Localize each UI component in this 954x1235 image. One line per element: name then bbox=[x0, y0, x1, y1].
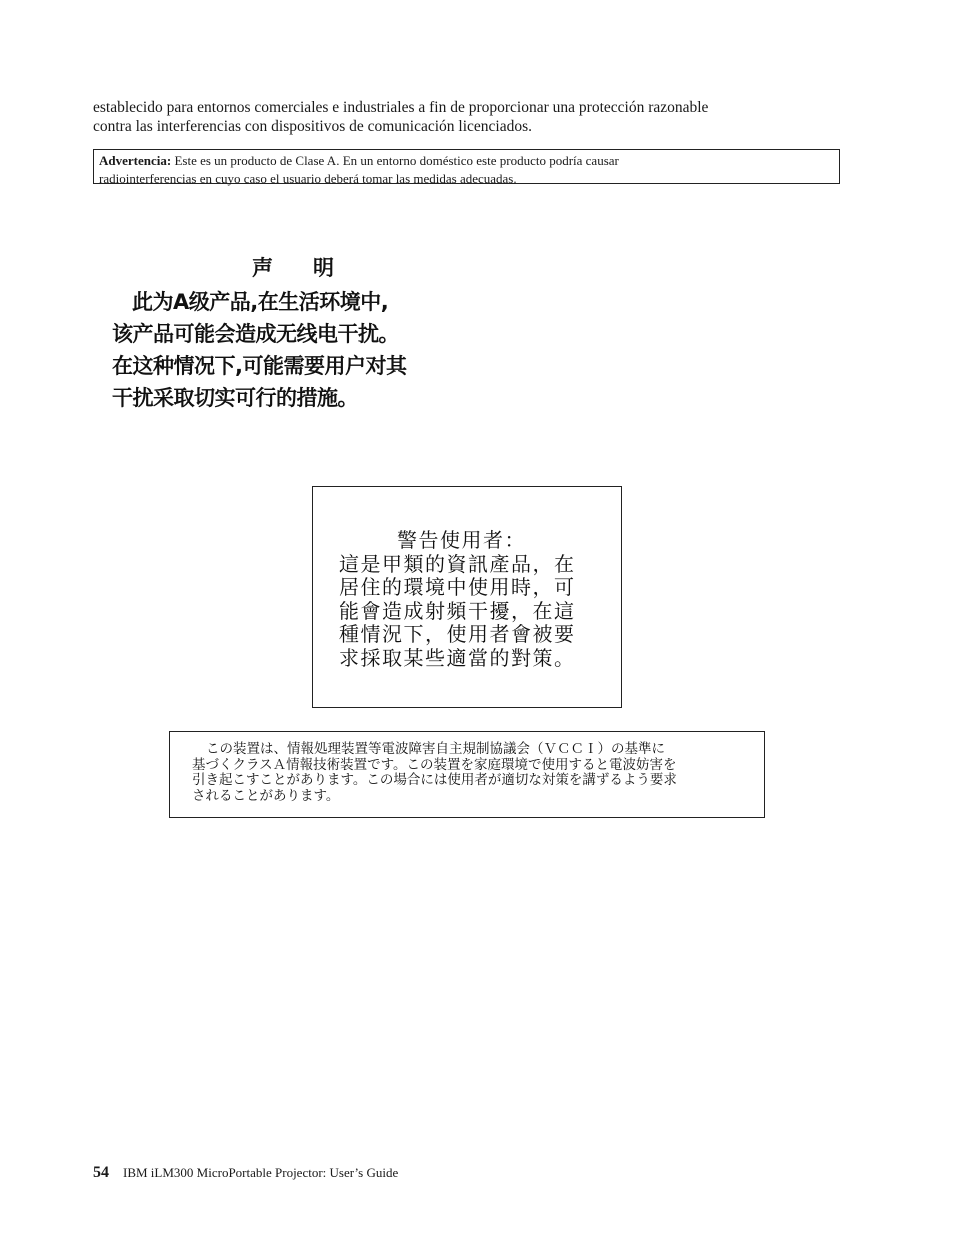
page-number: 54 bbox=[93, 1164, 109, 1181]
china-class-a-statement bbox=[112, 250, 492, 414]
taiwan-statement-line-3: 能會造成射頻干擾，在這 bbox=[339, 598, 576, 623]
taiwan-statement-line-1: 這是甲類的資訊產品，在 bbox=[339, 551, 576, 576]
footer-document-title: IBM iLM300 MicroPortable Projector: User’s Guide bbox=[123, 1165, 399, 1180]
china-statement-line-4: 干扰采取切实可行的措施。 bbox=[112, 386, 358, 410]
taiwan-statement-title: 警告使用者： bbox=[397, 528, 526, 552]
taiwan-statement-line-2: 居住的環境中使用時，可 bbox=[339, 575, 576, 599]
taiwan-statement-line-5: 求採取某些適當的對策。 bbox=[339, 645, 576, 670]
japan-statement-text bbox=[192, 742, 757, 804]
china-statement-line-3: 在这种情况下,可能需要用户对其 bbox=[112, 354, 407, 378]
japan-statement-line-4: されることがあります。 bbox=[192, 787, 340, 804]
intro-line-2: contra las interferencias con dispositivos de comunicación licenciados. bbox=[93, 118, 533, 135]
intro-paragraph bbox=[93, 98, 853, 136]
china-statement-title: 声明 bbox=[252, 256, 374, 280]
taiwan-statement-line-4: 種情況下，使用者會被要 bbox=[339, 622, 576, 646]
taiwan-class-a-statement-box bbox=[312, 486, 622, 708]
japan-statement-line-1: この装置は、情報処理装置等電波障害自主規制協議会（ＶＣＣＩ）の基準に bbox=[206, 741, 665, 757]
japan-vcci-statement-box bbox=[169, 731, 765, 818]
intro-line-1: establecido para entornos comerciales e industriales a fin de proporcionar una protección razonable bbox=[93, 99, 709, 116]
taiwan-statement-text bbox=[339, 529, 609, 670]
warning-line-1 bbox=[99, 152, 834, 170]
warning-text-1: Este es un producto de Clase A. En un entorno doméstico este producto podría causar bbox=[171, 153, 619, 168]
warning-box bbox=[93, 149, 840, 184]
japan-statement-line-2: 基づくクラスＡ情報技術装置です。この装置を家庭環境で使用すると電波妨害を bbox=[192, 756, 677, 773]
japan-statement-line-3: 引き起こすことがあります。この場合には使用者が適切な対策を講ずるよう要求 bbox=[192, 772, 677, 788]
china-statement-line-1: 此为A级产品,在生活环境中, bbox=[132, 290, 389, 314]
china-statement-line-2: 该产品可能会造成无线电干扰。 bbox=[112, 322, 399, 346]
warning-line-2: radiointerferencias en cuyo caso el usuario deberá tomar las medidas adecuadas. bbox=[99, 171, 517, 186]
page-footer bbox=[93, 1164, 398, 1182]
warning-label: Advertencia: bbox=[99, 153, 172, 168]
